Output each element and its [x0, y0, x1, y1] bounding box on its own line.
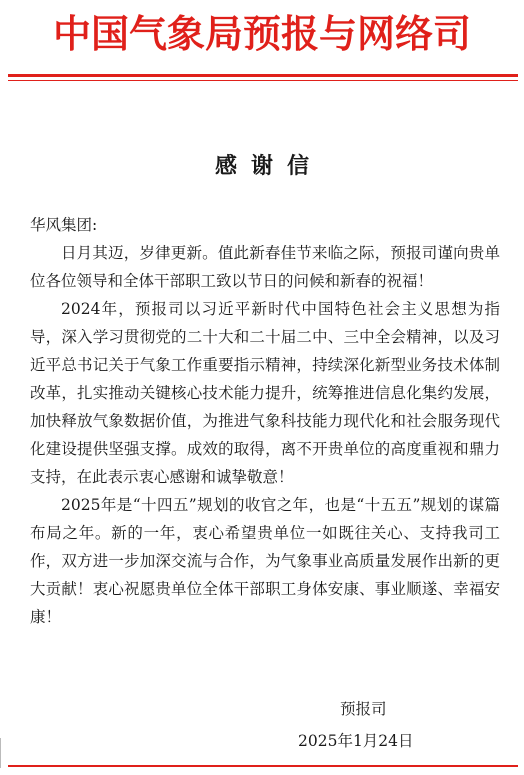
paragraph-wishes: 2025年是“十四五”规划的收官之年，也是“十五五”规划的谋篇布局之年。新的一年，衷心希望贵单位一如既往关心、支持我司工作，双方进一步加深交流与合作，为气象事业高质量发展作出新的更大贡献！衷心祝愿贵单位全体干部职工身体安康、事业顺遂、幸福安康！ — [30, 496, 500, 626]
letterhead-rule-thick — [8, 74, 518, 77]
letter-body — [30, 211, 500, 631]
letterhead-rule-thin — [8, 80, 518, 81]
org-letterhead-title: 中国气象局预报与网络司 — [52, 11, 471, 56]
letter-date: 2025年1月24日 — [298, 732, 414, 750]
page-edge-mark — [0, 738, 5, 768]
footer-rule — [8, 765, 518, 767]
paragraph-greeting: 日月其迈，岁律更新。值此新春佳节来临之际，预报司谨向贵单位各位领导和全体干部职工致以节日的问候和新春的祝福！ — [30, 244, 500, 290]
paragraph-achievements: 2024年，预报司以习近平新时代中国特色社会主义思想为指导，深入学习贯彻党的二十大和二十届二中、三中全会精神，以及习近平总书记关于气象工作重要指示精神，持续深化新型业务技术体制改革，扎实推动关键核心技术能力提升，统筹推进信息化集约发展，加快释放气象数据价值，为推进气象科技能力现代化和社会服务现代化建设提供坚强支撑。成效的取得，离不开贵单位的高度重视和鼎力支持，在此表示衷心感谢和诚挚敬意！ — [30, 300, 500, 486]
salutation: 华风集团: — [30, 216, 98, 234]
signature: 预报司 — [340, 700, 387, 718]
letter-title: 感谢信 — [214, 153, 323, 179]
